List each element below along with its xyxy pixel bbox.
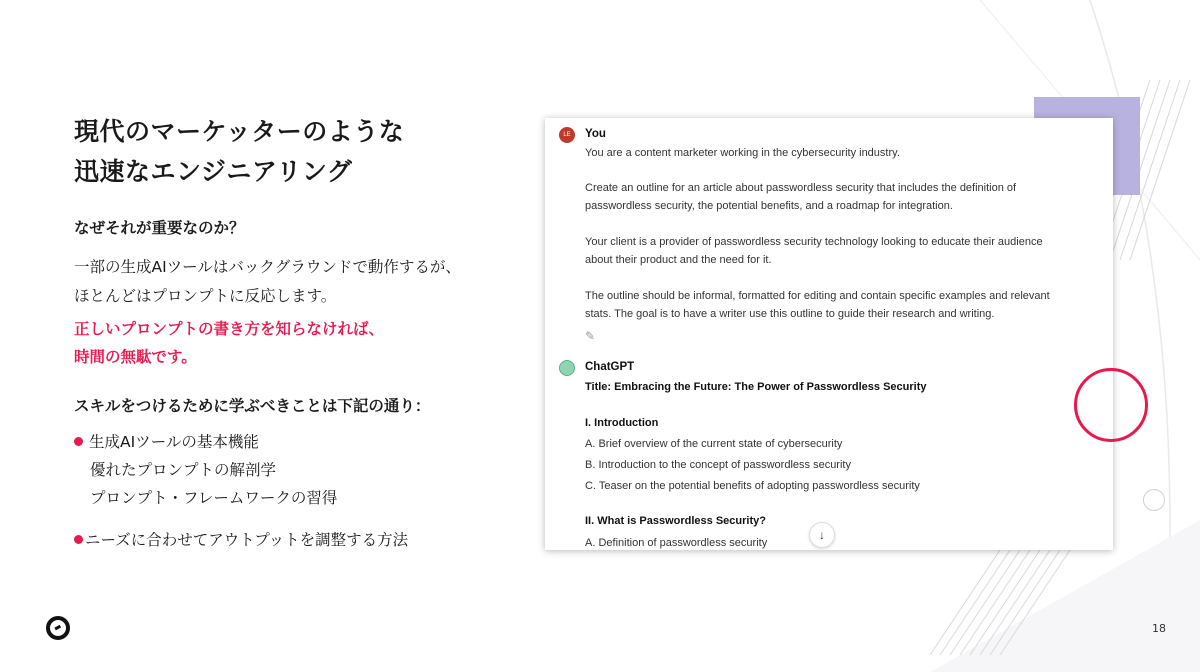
decorative-small-ring xyxy=(1143,489,1165,511)
bullet-dot-icon xyxy=(74,535,83,544)
chatgpt-avatar xyxy=(559,360,575,376)
scroll-down-icon[interactable]: ↓ xyxy=(809,522,835,548)
title-line-1: 現代のマーケッターのような xyxy=(74,117,405,146)
bullet-item-1 xyxy=(74,428,337,512)
assistant-title: Title: Embracing the Future: The Power of Passwordless Security xyxy=(585,381,927,393)
user-message-line: The outline should be informal, formatted for editing and contain specific examples and relevant xyxy=(585,290,1050,302)
user-message-line: about their product and the need for it. xyxy=(585,254,772,266)
chatgpt-conversation-screenshot xyxy=(545,118,1113,550)
bullet-2-line-1: ニーズに合わせてアウトプットを調整する方法 xyxy=(85,531,409,549)
bullet-1-line-2: 優れたプロンプトの解剖学 xyxy=(90,461,277,479)
user-avatar: LE xyxy=(559,127,575,143)
assistant-section-heading: I. Introduction xyxy=(585,417,659,429)
skills-heading: スキルをつけるために学ぶべきことは下記の通り： xyxy=(74,397,431,415)
pencil-icon[interactable]: ✎ xyxy=(585,329,596,343)
decorative-red-ring xyxy=(1074,368,1148,442)
assistant-list-item: B. Introduction to the concept of passwordless security xyxy=(585,459,851,471)
body-text xyxy=(74,253,461,311)
user-message-line: passwordless security, the potential benefits, and a roadmap for integration. xyxy=(585,200,953,212)
user-message-line: Create an outline for an article about passwordless security that includes the definition of xyxy=(585,182,1017,194)
bullet-item-2 xyxy=(74,526,408,554)
body-line-1: 一部の生成AIツールはバックグラウンドで動作するが、 xyxy=(74,258,461,276)
user-message-line: Your client is a provider of passwordless security technology looking to educate their audience xyxy=(585,236,1043,248)
assistant-section-heading: II. What is Passwordless Security? xyxy=(585,515,766,527)
warning-text xyxy=(74,315,384,371)
body-line-2: ほとんどはプロンプトに反応します。 xyxy=(74,287,337,305)
assistant-list-item: A. Definition of passwordless security xyxy=(585,537,768,549)
page-number: 18 xyxy=(1152,622,1166,635)
user-message-line: stats. The goal is to have a writer use this outline to guide their research and writing. xyxy=(585,308,995,320)
assistant-list-item: C. Teaser on the potential benefits of adopting passwordless security xyxy=(585,480,920,492)
brand-logo-icon xyxy=(44,614,72,642)
assistant-name: ChatGPT xyxy=(585,361,635,373)
user-name: You xyxy=(585,128,606,140)
title-line-2: 迅速なエンジニアリング xyxy=(74,157,353,186)
bullet-1-line-1: 生成AIツールの基本機能 xyxy=(89,433,259,451)
user-message-line: You are a content marketer working in the cybersecurity industry. xyxy=(585,147,900,159)
bullet-1-line-3: プロンプト・フレームワークの習得 xyxy=(90,489,338,507)
why-heading: なぜそれが重要なのか？ xyxy=(74,219,245,237)
warning-line-1: 正しいプロンプトの書き方を知らなければ、 xyxy=(74,320,385,338)
slide-title xyxy=(74,112,514,192)
assistant-list-item: A. Brief overview of the current state of cybersecurity xyxy=(585,438,843,450)
bullet-dot-icon xyxy=(74,437,83,446)
warning-line-2: 時間の無駄です。 xyxy=(74,348,197,366)
